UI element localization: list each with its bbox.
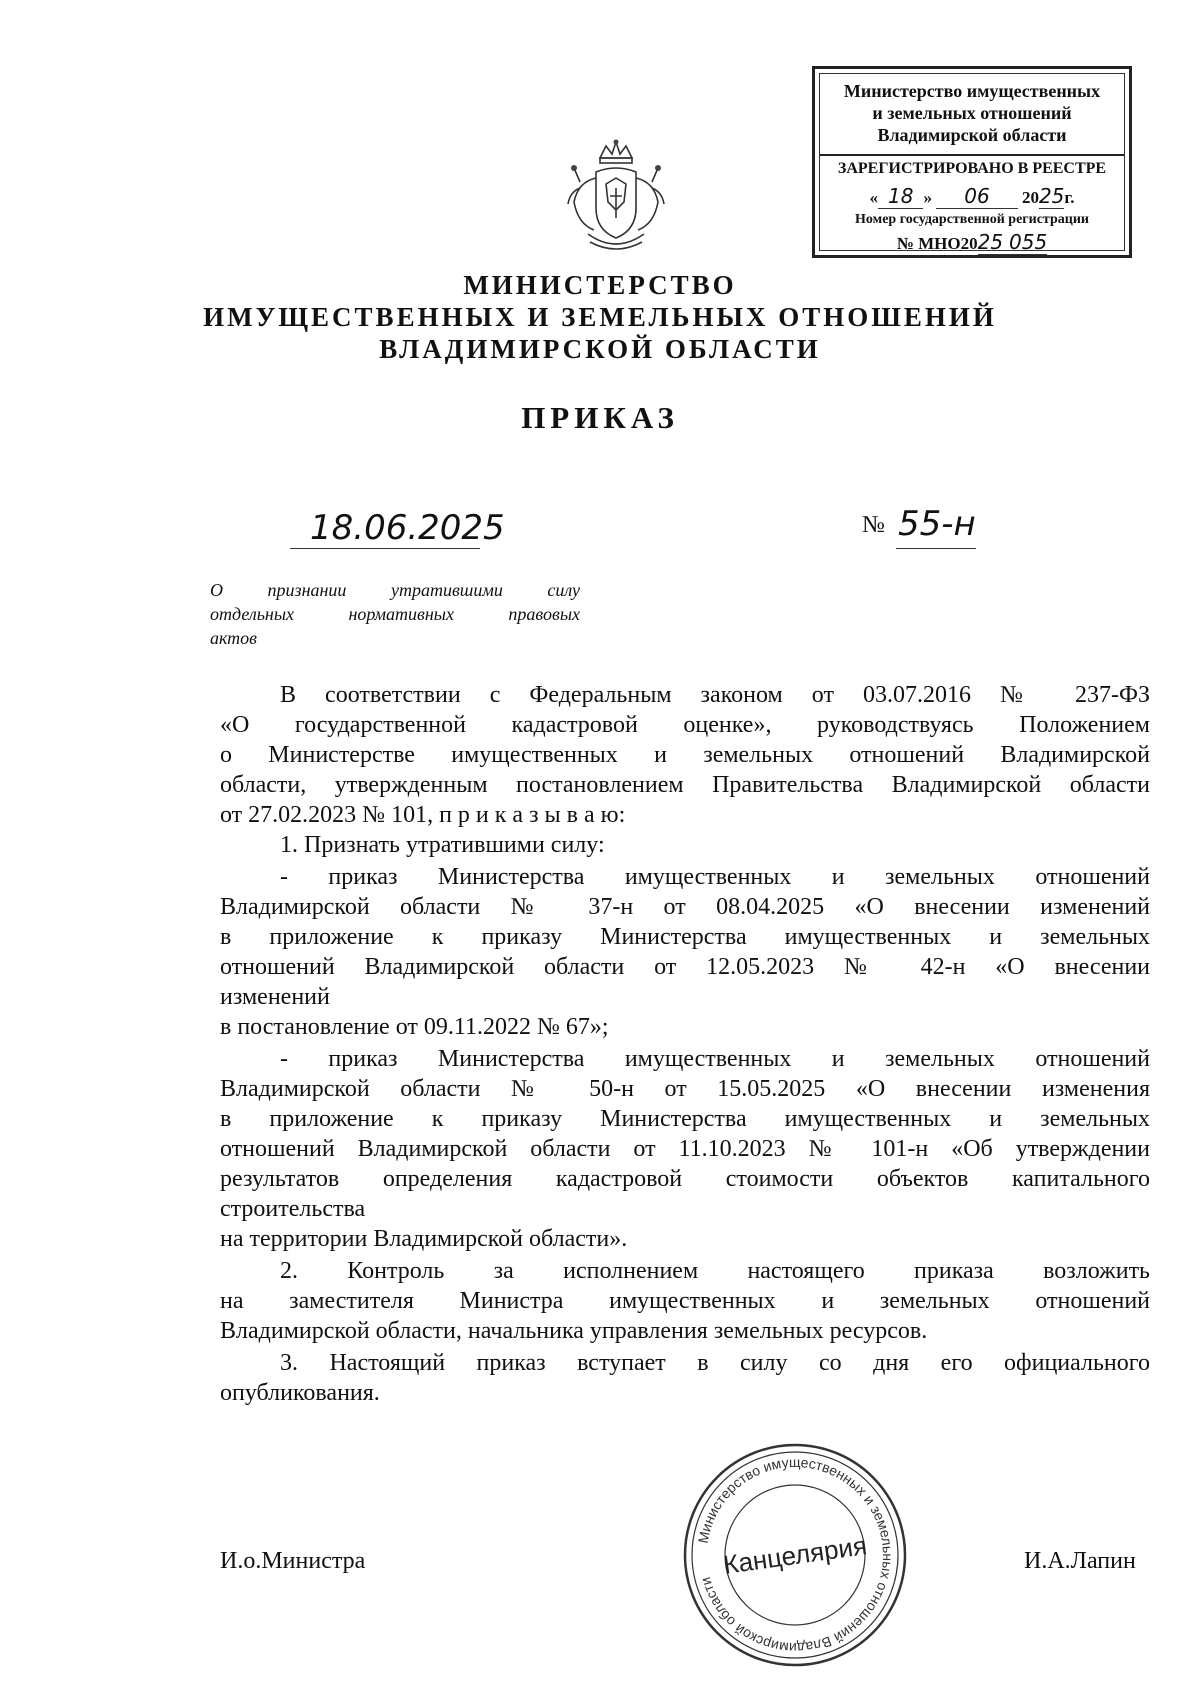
registration-year-suffix: 25 [1038,184,1065,208]
item1b-line5: результатов определения кадастровой стоимости объектов капитального [220,1166,1150,1192]
ministry-name-line2: ИМУЩЕСТВЕННЫХ И ЗЕМЕЛЬНЫХ ОТНОШЕНИЙ [203,302,997,332]
registration-number-prefix: № МНО20 [896,234,978,253]
order-date-underline [290,548,480,549]
registration-org-line1: Министерство имущественных [843,81,1101,101]
body-intro-last: от 27.02.2023 № 101, п р и к а з ы в а ю: [220,802,626,828]
order-number-sign: № [862,512,885,538]
registered-label: ЗАРЕГИСТРИРОВАНО В РЕЕСТРЕ [837,160,1107,177]
item1b-line4: отношений Владимирской области от 11.10.2023 № 101-н «Об утверждении [220,1136,1150,1162]
item1b-tail2: на территории Владимирской области». [220,1226,628,1252]
order-number-underline [896,548,976,549]
registration-stamp-box [812,66,1132,258]
body-intro-line3: о Министерстве имущественных и земельных отношений Владимирской [220,742,1150,768]
body-intro-line4: области, утвержденным постановлением Правительства Владимирской области [220,772,1150,798]
order-subject [210,578,580,650]
registration-stamp-inner [819,73,1125,254]
item1a-line1: - приказ Министерства имущественных и земельных отношений [280,864,1150,890]
item3-line1: 3. Настоящий приказ вступает в силу со дня его официального [280,1350,1150,1376]
order-number: 55-н [898,504,976,544]
registration-number [820,230,1124,254]
item2-last: Владимирской области, начальника управления земельных ресурсов. [220,1318,928,1344]
coat-of-arms-icon [560,138,672,256]
registration-org-line3: Владимирской области [877,125,1067,145]
body-intro-line2: «О государственной кадастровой оценке», руководствуясь Положением [220,712,1150,738]
registration-number-value: 055 [1003,230,1047,255]
item1-title: 1. Признать утратившими силу: [280,832,605,858]
item1a-line4: отношений Владимирской области от 12.05.2023 № 42-н «О внесении [220,954,1150,980]
stamp-center-text: Канцелярия [721,1530,869,1580]
item1a-tail1: изменений [220,984,330,1010]
item1b-line2: Владимирской области № 50-н от 15.05.2025 «О внесении изменения [220,1076,1150,1102]
body-intro-line1: В соответствии с Федеральным законом от 03.07.2016 № 237-ФЗ [280,682,1150,708]
item1a-line3: в приложение к приказу Министерства имущественных и земельных [220,924,1150,950]
registration-org-line2: и земельных отношений [872,103,1072,123]
registration-divider [820,154,1124,156]
item1b-line3: в приложение к приказу Министерства имущественных и земельных [220,1106,1150,1132]
registration-number-year: 25 [977,230,1004,254]
registration-year-prefix: 20 [1021,188,1039,207]
registration-month: 06 [936,184,1017,209]
item1b-line1: - приказ Министерства имущественных и земельных отношений [280,1046,1150,1072]
registration-number-label: Номер государственной регистрации [855,212,1089,227]
signatory-name: И.А.Лапин [1024,1548,1136,1574]
item3-last: опубликования. [220,1380,380,1406]
ministry-name-line1: МИНИСТЕРСТВО [463,270,737,300]
registration-day: 18 [878,184,923,209]
document-type-title: ПРИКАЗ [521,400,679,435]
subject-line1: О признании утратившими силу [210,580,580,600]
ministry-name-line3: ВЛАДИМИРСКОЙ ОБЛАСТИ [379,334,821,364]
item2-line1: 2. Контроль за исполнением настоящего приказа возложить [280,1258,1150,1284]
item1b-tail1: строительства [220,1196,366,1222]
office-stamp [680,1440,910,1670]
signatory-role: И.о.Министра [220,1548,366,1574]
registration-date: « 18 » 06 2025г. [869,184,1075,208]
order-date: 18.06.2025 [310,508,505,548]
registration-year-tail: г. [1064,188,1075,207]
item1a-line2: Владимирской области № 37-н от 08.04.2025 «О внесении изменений [220,894,1150,920]
item2-line2: на заместителя Министра имущественных и земельных отношений [220,1288,1150,1314]
subject-line2: отдельных нормативных правовых [210,604,580,624]
subject-line3: актов [210,628,257,648]
item1a-tail2: в постановление от 09.11.2022 № 67»; [220,1014,609,1040]
stamp-ring-text: Министерство имущественных и земельных отношений Владимирской области [694,1453,897,1657]
registration-org [820,74,1124,146]
